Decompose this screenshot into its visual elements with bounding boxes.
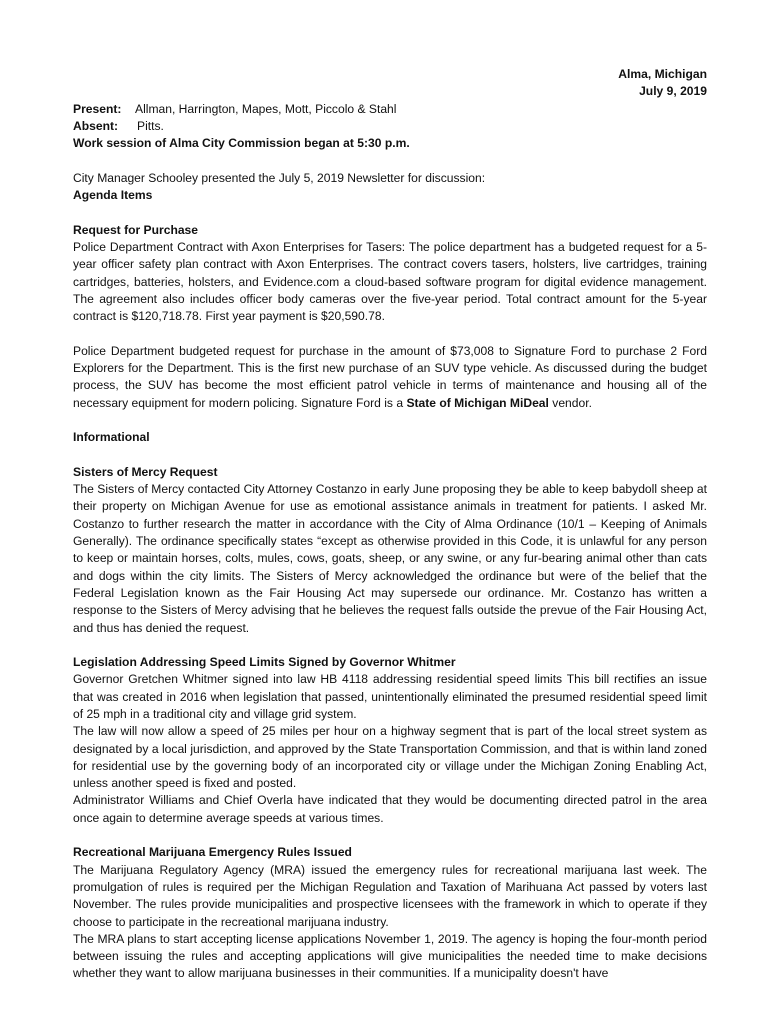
document-page — [73, 66, 707, 983]
speed-paragraph-1: Governor Gretchen Whitmer signed into law HB 4118 addressing residential speed limits This bill rectifies an issue that was created in 2016 when legislation that passed, unintentionally eliminated the presumed residential speed limit of 25 mph in a traditional city and village grid system. — [73, 672, 707, 721]
marijuana-heading: Recreational Marijuana Emergency Rules Issued — [73, 845, 352, 860]
midea-vendor-bold: State of Michigan MiDeal — [406, 395, 549, 410]
absent-line — [73, 118, 707, 135]
header-location: Alma, Michigan — [618, 67, 707, 81]
session-line: Work session of Alma City Commission began at 5:30 p.m. — [73, 136, 410, 151]
marijuana-paragraph-1: The Marijuana Regulatory Agency (MRA) issued the emergency rules for recreational marijuana last week. The promulgation of rules is required per the Michigan Regulation and Taxation of Marihuana Act passed by voters last November. The rules provide municipalities and prospective licensees with the framework in which to operate if they choose to participate in the recreational marijuana industry. — [73, 862, 707, 929]
present-line — [73, 101, 707, 118]
speed-paragraph-2: The law will now allow a speed of 25 miles per hour on a highway segment that is part of the local street system as designated by a local jurisdiction, and approved by the State Transportation Commission, and that is within land zoned for residential use by the governing body of an incorporated city or village under the Michigan Zoning Enabling Act, unless another speed is fixed and posted. — [73, 724, 707, 791]
header-date: July 9, 2019 — [639, 84, 707, 99]
marijuana-paragraph-2: The MRA plans to start accepting license applications November 1, 2019. The agency is hoping the four-month period between issuing the rules and accepting applications will give municipalities the needed time to make decisions whether they want to allow marijuana businesses in their communities. If a municipality doesn't have — [73, 931, 707, 981]
sisters-heading: Sisters of Mercy Request — [73, 464, 218, 479]
purchase-paragraph-1: Police Department Contract with Axon Enterprises for Tasers: The police department has a budgeted request for a 5-year officer safety plan contract with Axon Enterprises. The contract covers tasers, holsters, live cartridges, training cartridges, batteries, holsters, and Evidence.com a cloud-based software program for digital evidence management. The agreement also includes officer body cameras over the five-year period. Total contract amount for the 5-year contract is $120,718.78. First year payment is $20,590.78. — [73, 239, 707, 324]
present-label: Present: — [73, 101, 122, 116]
purchase-p2-start: Police Department budgeted request for purchase in the amount of $73,008 to Signature Ford to purchase 2 Ford Explorers for the Department. This is the first new purchase of an SUV type vehicle. As discussed during the budget process, the SUV has become the most efficient patrol vehicle in terms of maintenance and housing all of the necessary equipment for modern policing. Signature Ford is a — [73, 343, 707, 410]
speed-heading: Legislation Addressing Speed Limits Signed by Governor Whitmer — [73, 655, 456, 670]
purchase-heading: Request for Purchase — [73, 222, 199, 237]
absent-label: Absent: — [73, 118, 119, 133]
agenda-heading: Agenda Items — [73, 188, 153, 203]
speed-paragraph-3: Administrator Williams and Chief Overla have indicated that they would be documenting directed patrol in the area once again to determine average speeds at various times. — [73, 793, 707, 825]
informational-heading: Informational — [73, 430, 150, 445]
newsletter-line: City Manager Schooley presented the July 5, 2019 Newsletter for discussion: — [73, 170, 486, 185]
present-value: Allman, Harrington, Mapes, Mott, Piccolo & Stahl — [135, 101, 397, 116]
absent-value: Pitts. — [137, 118, 164, 133]
purchase-paragraph-2 — [73, 343, 707, 412]
purchase-p2-end: vendor. — [548, 395, 592, 410]
sisters-paragraph: The Sisters of Mercy contacted City Attorney Costanzo in early June proposing they be able to keep babydoll sheep at their property on Michigan Avenue for use as emotional assistance animals in treatment for patients. I asked Mr. Costanzo to further research the matter in accordance with the City of Alma Ordinance (10/1 – Keeping of Animals Generally). The ordinance specifically states “except as otherwise provided in this Code, it is unlawful for any person to keep or maintain horses, colts, mules, cows, goats, sheep, or any swine, or any fur-bearing animal other than cats and dogs within the city limits. The Sisters of Mercy acknowledged the ordinance but were of the belief that the Federal Legislation known as the Fair Housing Act may supersede our ordinance. Mr. Costanzo has written a response to the Sisters of Mercy advising that he believes the request falls outside the prevue of the Fair Housing Act, and thus has denied the request. — [73, 482, 707, 635]
